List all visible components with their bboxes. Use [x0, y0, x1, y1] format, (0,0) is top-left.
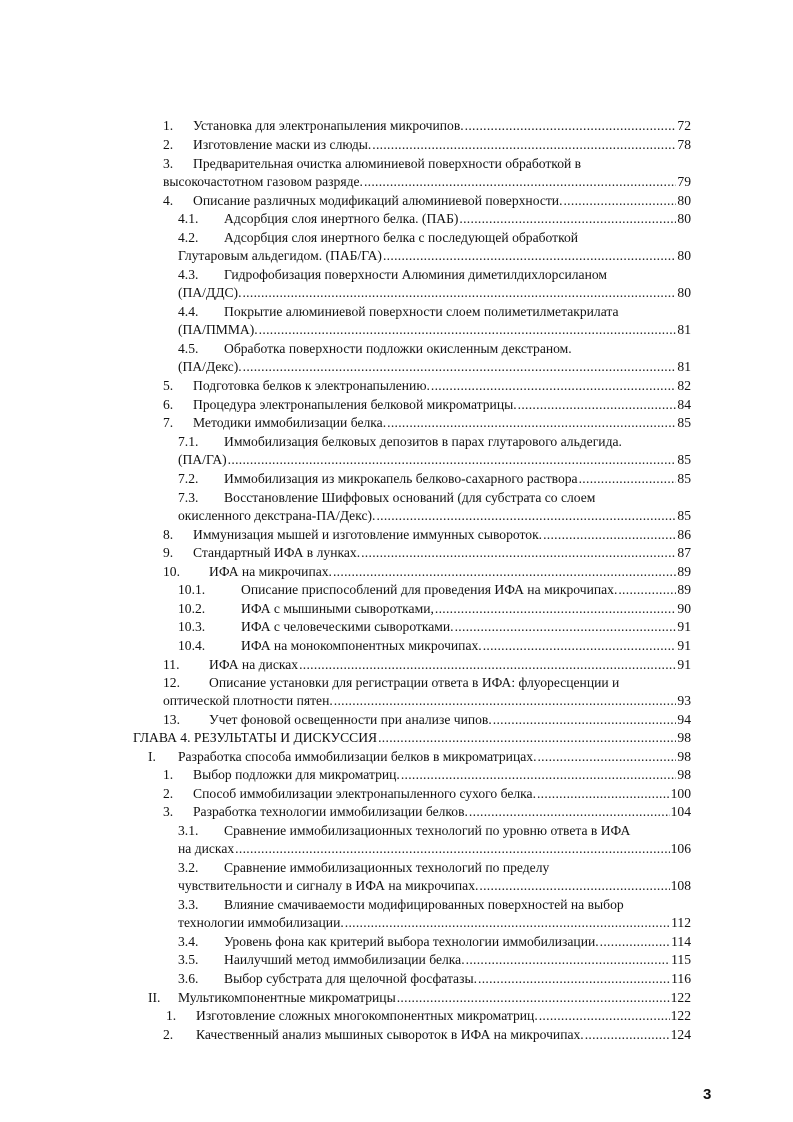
- toc-chapter-entry[interactable]: [133, 729, 691, 747]
- toc-title: Наилучший метод иммобилизации белка.: [224, 952, 465, 967]
- toc-number: 3.4.: [178, 934, 199, 949]
- toc-title: Мультикомпонентные микроматрицы: [178, 990, 396, 1005]
- toc-leader: [259, 321, 677, 339]
- toc-entry-continuation[interactable]: [163, 692, 691, 710]
- toc-entry[interactable]: [148, 989, 691, 1007]
- toc-number: 13.: [163, 712, 180, 727]
- toc-entry-continuation[interactable]: [178, 358, 691, 376]
- toc-page: 81: [677, 322, 691, 337]
- toc-page: 86: [677, 527, 691, 542]
- toc-title: Покрытие алюминиевой поверхности слоем полиметилметакрилата: [224, 304, 619, 319]
- toc-page: 90: [677, 601, 691, 616]
- toc-title: Сравнение иммобилизационных технологий по уровню ответа в ИФА: [224, 823, 631, 838]
- toc-title: Качественный анализ мышиных сывороток в ИФА на микрочипах.: [196, 1027, 584, 1042]
- toc-title: Восстановление Шиффовых оснований (для субстрата со слоем: [224, 490, 596, 505]
- toc-page: 122: [670, 990, 691, 1005]
- toc-page: 108: [670, 878, 691, 893]
- toc-title: Учет фоновой освещенности при анализе чипов.: [209, 712, 492, 727]
- toc-entry-continuation[interactable]: [178, 877, 691, 895]
- toc-entry[interactable]: [163, 711, 691, 729]
- toc-number: 11.: [163, 657, 180, 672]
- toc-leader: [235, 840, 669, 858]
- toc-number: 2.: [163, 1027, 174, 1042]
- toc-page: 87: [677, 545, 691, 560]
- toc-number: 1.: [163, 767, 174, 782]
- toc-leader: [242, 284, 676, 302]
- toc-number: 12.: [163, 675, 180, 690]
- toc-entry-line[interactable]: [178, 266, 607, 284]
- toc-page: 91: [677, 638, 691, 653]
- toc-page: 85: [677, 508, 691, 523]
- toc-entry-line[interactable]: [178, 859, 549, 877]
- toc-leader: [333, 563, 676, 581]
- toc-entry-line[interactable]: [178, 896, 624, 914]
- toc-leader: [372, 136, 676, 154]
- toc-title: Иммобилизация белковых депозитов в парах глутарового альдегида.: [224, 434, 622, 449]
- toc-number: 2.: [163, 137, 174, 152]
- toc-title-cont: (ПА/ДДС).: [178, 285, 242, 300]
- toc-title-cont: высокочастотном газовом разряде.: [163, 174, 363, 189]
- toc-page: 80: [677, 248, 691, 263]
- toc-title: ИФА на микрочипах.: [209, 564, 332, 579]
- toc-leader: [537, 785, 670, 803]
- toc-page: 85: [677, 471, 691, 486]
- toc-page: 89: [677, 582, 691, 597]
- toc-entry[interactable]: [163, 136, 691, 154]
- toc-entry[interactable]: [178, 951, 691, 969]
- toc-title: Разработка способа иммобилизации белков в микроматрицах.: [178, 749, 537, 764]
- toc-title: Адсорбция слоя инертного белка. (ПАБ): [224, 211, 459, 226]
- toc-number: 1.: [163, 118, 174, 133]
- toc-leader: [483, 637, 677, 655]
- toc-page: 93: [677, 693, 691, 708]
- toc-leader: [579, 470, 677, 488]
- toc-leader: [376, 507, 676, 525]
- toc-number: 8.: [163, 527, 174, 542]
- toc-entry[interactable]: [178, 933, 691, 951]
- toc-title: Стандартный ИФА в лунках.: [193, 545, 361, 560]
- toc-page: 122: [670, 1008, 691, 1023]
- toc-entry-continuation[interactable]: [178, 321, 691, 339]
- toc-number: 10.: [163, 564, 180, 579]
- toc-title: ИФА с мышиными сыворотками,: [241, 601, 434, 616]
- toc-title-cont: оптической плотности пятен.: [163, 693, 333, 708]
- toc-entry[interactable]: [163, 377, 691, 395]
- toc-entry[interactable]: [148, 748, 691, 766]
- toc-leader: [459, 210, 676, 228]
- toc-entry[interactable]: [178, 581, 691, 599]
- toc-leader: [585, 1026, 670, 1044]
- toc-page: 81: [677, 359, 691, 374]
- toc-number: 7.2.: [178, 471, 199, 486]
- toc-leader: [518, 396, 677, 414]
- toc-page: 80: [677, 285, 691, 300]
- toc-title: Выбор подложки для микроматриц.: [193, 767, 400, 782]
- toc-entry[interactable]: [163, 766, 691, 784]
- toc-page: 80: [677, 193, 691, 208]
- toc-title: Установка для электронапыления микрочипов.: [193, 118, 464, 133]
- toc-number: 4.1.: [178, 211, 199, 226]
- toc-title: Обработка поверхности подложки окисленным декстраном.: [224, 341, 572, 356]
- toc-number: 3.6.: [178, 971, 199, 986]
- toc-entry[interactable]: [178, 618, 691, 636]
- toc-title: Подготовка белков к электронапылению.: [193, 378, 430, 393]
- toc-title: ИФА на дисках: [209, 657, 299, 672]
- toc-title: Процедура электронапыления белковой микроматрицы.: [193, 397, 517, 412]
- toc-title: Предварительная очистка алюминиевой поверхности обработкой в: [193, 156, 582, 171]
- toc-leader: [465, 117, 677, 135]
- toc-entry-line[interactable]: [178, 822, 630, 840]
- toc-number: 4.: [163, 193, 174, 208]
- toc-page: 91: [677, 657, 691, 672]
- toc-number: 10.2.: [178, 601, 206, 616]
- toc-leader: [387, 414, 676, 432]
- toc-leader: [378, 729, 676, 747]
- toc-page: 116: [671, 971, 691, 986]
- toc-number: 4.5.: [178, 341, 199, 356]
- toc-entry-line[interactable]: [178, 433, 622, 451]
- toc-leader: [383, 247, 676, 265]
- toc-page: 94: [677, 712, 691, 727]
- toc-page: 91: [677, 619, 691, 634]
- toc-page: 115: [671, 952, 691, 967]
- toc-number: 3.5.: [178, 952, 199, 967]
- toc-number: 1.: [166, 1008, 177, 1023]
- toc-entry[interactable]: [178, 637, 691, 655]
- page-number: 3: [703, 1086, 712, 1103]
- toc-number: 7.1.: [178, 434, 199, 449]
- toc-leader: [299, 656, 676, 674]
- toc-title-cont: технологии иммобилизации.: [178, 915, 344, 930]
- toc-title-cont: (ПА/ПММА).: [178, 322, 258, 337]
- toc-entry[interactable]: [163, 785, 691, 803]
- toc-entry-continuation[interactable]: [178, 284, 691, 302]
- toc-leader: [543, 526, 676, 544]
- toc-leader: [435, 600, 677, 618]
- toc-title: Описание различных модификаций алюминиевой поверхности.: [193, 193, 563, 208]
- toc-leader: [466, 951, 670, 969]
- toc-title: Методики иммобилизации белка.: [193, 415, 387, 430]
- toc-entry-line[interactable]: [163, 155, 581, 173]
- toc-entry-continuation[interactable]: [178, 507, 691, 525]
- toc-leader: [431, 377, 677, 395]
- toc-entry[interactable]: [163, 414, 691, 432]
- toc-entry[interactable]: [163, 117, 691, 135]
- toc-number: 3.2.: [178, 860, 199, 875]
- toc-leader: [600, 933, 670, 951]
- toc-entry[interactable]: [178, 470, 691, 488]
- toc-number: 7.: [163, 415, 174, 430]
- toc-page: 98: [677, 749, 691, 764]
- toc-entry[interactable]: [163, 563, 691, 581]
- toc-page: 79: [677, 174, 691, 189]
- toc-leader: [397, 989, 670, 1007]
- toc-page: 72: [677, 118, 691, 133]
- toc-number: 10.3.: [178, 619, 206, 634]
- toc-number: 9.: [163, 545, 174, 560]
- toc-entry[interactable]: [163, 192, 691, 210]
- toc-entry[interactable]: [178, 970, 691, 988]
- toc-page: 80: [677, 211, 691, 226]
- toc-entry[interactable]: [178, 600, 691, 618]
- toc-title: Изготовление маски из слюды.: [193, 137, 372, 152]
- toc-entry[interactable]: [163, 1026, 691, 1044]
- toc-entry-line[interactable]: [178, 229, 578, 247]
- toc-leader: [334, 692, 677, 710]
- toc-title: Иммобилизация из микрокапель белково-сахарного раствора: [224, 471, 578, 486]
- toc-entry-line[interactable]: [178, 340, 572, 358]
- toc-leader: [455, 618, 677, 636]
- toc-number: 2.: [163, 786, 174, 801]
- toc-title-cont: (ПА/Декс).: [178, 359, 242, 374]
- toc-title: Выбор субстрата для щелочной фосфатазы.: [224, 971, 477, 986]
- toc-chapter-title: ГЛАВА 4. РЕЗУЛЬТАТЫ И ДИСКУССИЯ: [133, 730, 378, 745]
- toc-leader: [364, 173, 676, 191]
- toc-number: I.: [148, 749, 156, 764]
- toc-page: 98: [677, 730, 691, 745]
- toc-title: ИФА на монокомпонентных микрочипах.: [241, 638, 482, 653]
- toc-number: II.: [148, 990, 161, 1005]
- toc-title: Описание приспособлений для проведения ИФА на микрочипах.: [241, 582, 618, 597]
- toc-title-cont: на дисках: [178, 841, 235, 856]
- toc-number: 3.: [163, 804, 174, 819]
- toc-number: 10.1.: [178, 582, 206, 597]
- toc-page: 85: [677, 415, 691, 430]
- toc-number: 3.3.: [178, 897, 199, 912]
- toc-entry[interactable]: [163, 803, 691, 821]
- toc-title: Гидрофобизация поверхности Алюминия диметилдихлорсиланом: [224, 267, 608, 282]
- toc-leader: [618, 581, 676, 599]
- toc-leader: [479, 877, 669, 895]
- toc-title: Адсорбция слоя инертного белка с последующей обработкой: [224, 230, 579, 245]
- toc-entry[interactable]: [163, 656, 691, 674]
- toc-title-cont: Глутаровым альдегидом. (ПАБ/ГА): [178, 248, 382, 263]
- toc-page: 98: [677, 767, 691, 782]
- toc-leader: [345, 914, 670, 932]
- toc-entry-line[interactable]: [178, 489, 595, 507]
- toc-entry-line[interactable]: [163, 674, 619, 692]
- toc-title: Иммунизация мышей и изготовление иммунных сывороток.: [193, 527, 543, 542]
- toc-leader: [469, 803, 670, 821]
- toc-entry[interactable]: [178, 210, 691, 228]
- toc-leader: [243, 358, 677, 376]
- toc-leader: [361, 544, 676, 562]
- toc-page: 106: [670, 841, 691, 856]
- toc-number: 7.3.: [178, 490, 199, 505]
- toc-leader: [401, 766, 677, 784]
- toc-page: 124: [670, 1027, 691, 1042]
- toc-title: ИФА с человеческими сыворотками.: [241, 619, 454, 634]
- toc-title: Разработка технологии иммобилизации белков.: [193, 804, 468, 819]
- toc-leader: [228, 451, 677, 469]
- toc-title: Влияние смачиваемости модифицированных поверхностей на выбор: [224, 897, 624, 912]
- toc-leader: [537, 748, 676, 766]
- toc-leader: [539, 1007, 670, 1025]
- toc-title: Способ иммобилизации электронапыленного сухого белка.: [193, 786, 536, 801]
- toc-entry[interactable]: [163, 526, 691, 544]
- toc-number: 10.4.: [178, 638, 206, 653]
- toc-entry-continuation[interactable]: [178, 914, 691, 932]
- toc-page: 104: [670, 804, 691, 819]
- toc-title-cont: окисленного декстрана-ПА/Декс).: [178, 508, 376, 523]
- toc-page: 112: [671, 915, 691, 930]
- toc-title-cont: чувствительности и сигналу в ИФА на микрочипах.: [178, 878, 479, 893]
- toc-number: 3.: [163, 156, 174, 171]
- toc-title: Описание установки для регистрации ответа в ИФА: флуоресценции и: [209, 675, 620, 690]
- toc-number: 4.4.: [178, 304, 199, 319]
- toc-entry[interactable]: [163, 544, 691, 562]
- toc-entry-continuation[interactable]: [178, 247, 691, 265]
- toc-number: 4.2.: [178, 230, 199, 245]
- toc-number: 5.: [163, 378, 174, 393]
- toc-entry-line[interactable]: [178, 303, 619, 321]
- toc-entry[interactable]: [163, 396, 691, 414]
- toc-entry-continuation[interactable]: [178, 451, 691, 469]
- toc-page: 100: [670, 786, 691, 801]
- toc-number: 6.: [163, 397, 174, 412]
- toc-entry-continuation[interactable]: [163, 173, 691, 191]
- toc-page: 78: [677, 137, 691, 152]
- toc-leader: [563, 192, 676, 210]
- toc-title: Изготовление сложных многокомпонентных микроматриц.: [196, 1008, 538, 1023]
- toc-entry-continuation[interactable]: [178, 840, 691, 858]
- toc-entry[interactable]: [166, 1007, 691, 1025]
- toc-leader: [478, 970, 670, 988]
- toc-page: 85: [677, 452, 691, 467]
- toc-number: 3.1.: [178, 823, 199, 838]
- toc-number: 4.3.: [178, 267, 199, 282]
- toc-title-cont: (ПА/ГА): [178, 452, 227, 467]
- toc-title: Уровень фона как критерий выбора технологии иммобилизации.: [224, 934, 599, 949]
- toc-page: 114: [671, 934, 691, 949]
- toc-leader: [493, 711, 677, 729]
- toc-page: 82: [677, 378, 691, 393]
- toc-page: 84: [677, 397, 691, 412]
- toc-title: Сравнение иммобилизационных технологий по пределу: [224, 860, 550, 875]
- toc-page: 89: [677, 564, 691, 579]
